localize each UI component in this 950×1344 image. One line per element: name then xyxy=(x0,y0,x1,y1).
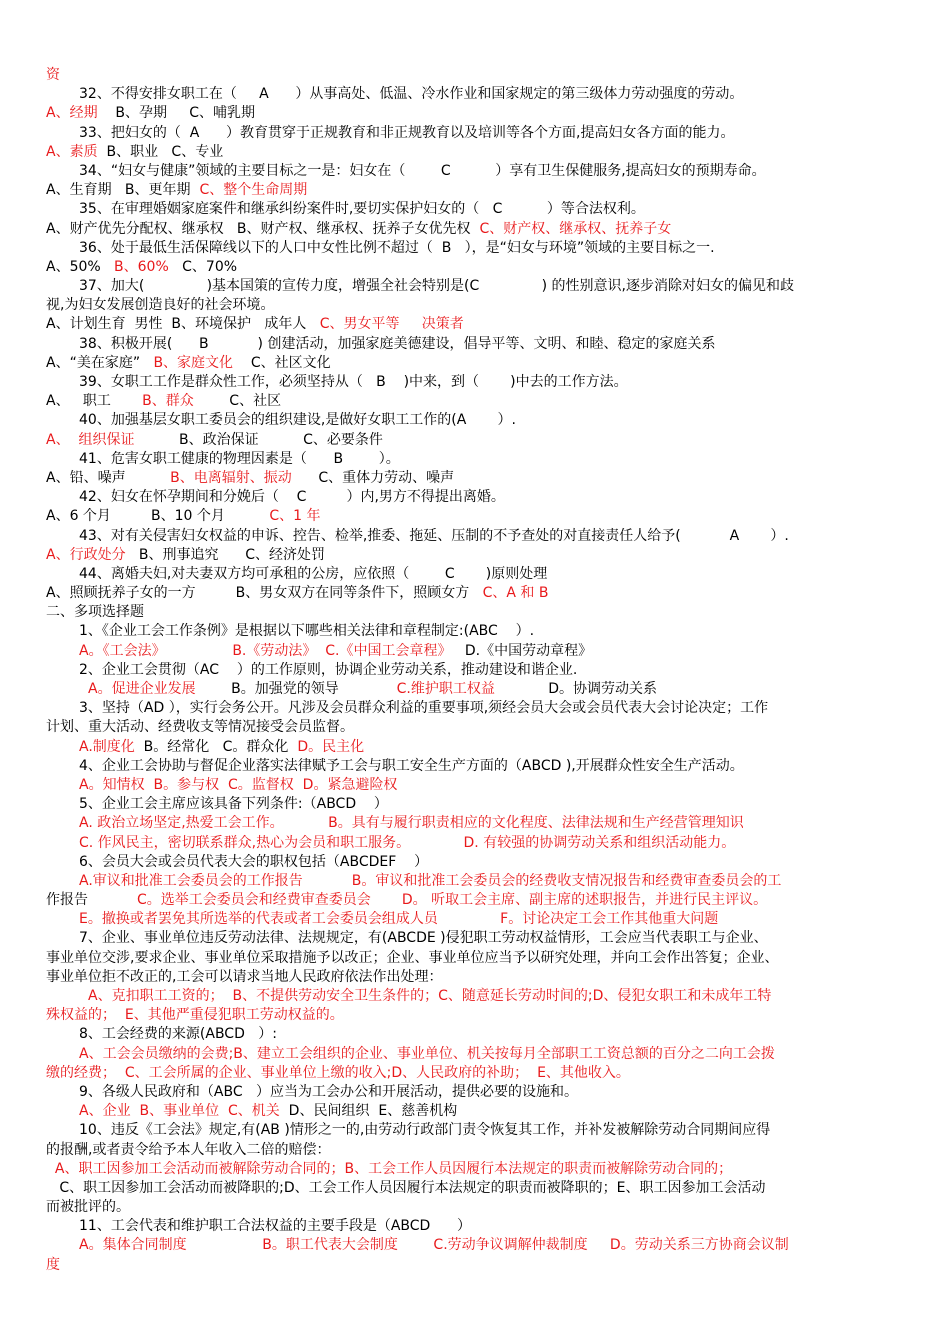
question-text: 视,为妇女发展创造良好的社会环境。 xyxy=(46,297,275,314)
question-text: 41、危害女职工健康的物理因素是（ B ）。 xyxy=(79,450,400,467)
text-line xyxy=(46,469,912,488)
text-line xyxy=(46,488,912,507)
text-line xyxy=(46,661,912,680)
text-line xyxy=(46,565,912,584)
answer-text: A、克扣职工工资的； B、不提供劳动安全卫生条件的；C、随意延长劳动时间的;D、侵犯女职工和未成年工特 xyxy=(88,988,772,1004)
text-line xyxy=(46,258,912,277)
text-line xyxy=(46,546,912,565)
question-text: 40、加强基层女职工委员会的组织建设,是做好女职工工作的(A ）. xyxy=(79,412,516,429)
text-line xyxy=(46,699,912,718)
text-line xyxy=(46,584,912,603)
question-text: B、职业 C、专业 xyxy=(97,143,224,160)
question-text: D、民间组织 E、慈善机构 xyxy=(279,1103,458,1120)
question-text: A、照顾抚养子女的一方 B、男女双方在同等条件下，照顾女方 xyxy=(46,585,483,602)
answer-text: 度 xyxy=(46,1256,60,1273)
answer-text: D。 听取工会主席、副主席的述职报告，并进行民主评议。 xyxy=(401,892,768,909)
question-text: C、社区文化 xyxy=(233,354,331,371)
question-text: 44、离婚夫妇,对夫妻双方均可承租的公房，应依照（ C )原则处理 xyxy=(79,565,548,582)
answer-text: A.审议和批准工会委员会的工作报告 B。审议和批准工会委员会的经费收支情况报告和经费审查委员会的工 xyxy=(79,872,782,889)
answer-text: C、1 年 xyxy=(269,508,321,525)
answer-text: A.制度化 xyxy=(79,738,135,755)
question-text: A、50% xyxy=(46,258,115,275)
answer-text: C。选举工会委员会和经费审查委员会 xyxy=(136,892,371,909)
question-text: C、职工因参加工会活动而被降职的;D、工会工作人员因履行本法规定的职责而被降职的；E、职工因参加工会活动 xyxy=(46,1179,766,1196)
text-line xyxy=(46,143,912,162)
answer-text: E。撤换或者罢免其所选举的代表或者工会委员会组成人员 F。讨论决定工会工作其他重大问题 xyxy=(79,911,719,928)
question-text: 1、《企业工会工作条例》是根据以下哪些相关法律和章程制定:(ABC ）. xyxy=(79,623,535,640)
answer-text: B、60% xyxy=(114,258,169,275)
answer-text: A、工会会员缴纳的会费;B、建立工会组织的企业、事业单位、机关按每月全部职工工资总额的百分之二向工会拨 xyxy=(79,1045,775,1062)
text-line xyxy=(46,277,912,296)
question-text: 38、积极开展( B ) 创建活动，加强家庭美德建设，倡导平等、文明、和睦、稳定的家庭关系 xyxy=(79,335,716,352)
question-text: 二、多项选择题 xyxy=(46,604,144,621)
question-text: 42、妇女在怀孕期间和分娩后（ C ）内,男方不得提出离婚。 xyxy=(79,489,505,506)
question-text: 9、各级人民政府和（ABC ）应当为工会办公和开展活动，提供必要的设施和。 xyxy=(79,1083,578,1100)
text-line xyxy=(46,757,912,776)
answer-text: C. 作风民主，密切联系群众,热心为会员和职工服务。 D. 有较强的协调劳动关系和组织活动能力。 xyxy=(79,834,736,851)
question-text: 8、工会经费的来源(ABCD ）: xyxy=(79,1026,277,1043)
text-line xyxy=(46,1160,912,1179)
question-text: 7、企业、事业单位违反劳动法律、法规规定，有(ABCDE )侵犯职工劳动权益情形，工会应当代表职工与企业、 xyxy=(79,930,768,947)
question-text: B、刑事追究 C、经济处罚 xyxy=(125,546,326,563)
answer-text: A、职工因参加工会活动而被解除劳动合同的；B、工会工作人员因履行本法规定的职责而被解除劳动合同的； xyxy=(46,1160,733,1177)
answer-text: A. 政治立场坚定,热爱工会工作。 B。具有与履行职责相应的文化程度、法律法规和生产经营管理知识 xyxy=(79,815,744,832)
text-line xyxy=(46,315,912,334)
answer-text: A、企业 B、事业单位 C、机关 xyxy=(79,1103,280,1120)
text-line xyxy=(46,392,912,411)
text-line xyxy=(46,929,912,948)
question-text: 而被批评的。 xyxy=(46,1199,130,1216)
text-line xyxy=(46,968,912,987)
question-text: C、重体力劳动、噪声 xyxy=(291,469,455,486)
question-text: 39、女职工工作是群众性工作，必须坚持从（ B )中来，到（ )中去的工作方法。 xyxy=(79,374,628,390)
text-line xyxy=(46,431,912,450)
question-text: 34、“妇女与健康”领域的主要目标之一是：妇女在（ C ）享有卫生保健服务,提高妇女的预期寿命。 xyxy=(79,162,766,179)
question-text: A、计划生育 男性 B、环境保护 成年人 xyxy=(46,316,320,333)
question-text: 事业单位拒不改正的,工会可以请求当地人民政府依法作出处理： xyxy=(46,968,443,985)
question-text: 事业单位交涉,要求企业、事业单位采取措施予以改正；企业、事业单位应当予以研究处理，并向工会作出答复；企业、 xyxy=(46,949,779,966)
answer-text: D。民主化 xyxy=(297,738,365,755)
text-line xyxy=(46,220,912,239)
question-text: B。加强党的领导 xyxy=(195,681,397,697)
question-text: 10、违反《工会法》规定,有(AB )情形之一的,由劳动行政部门责令恢复其工作，并补发被解除劳动合同期间应得 xyxy=(79,1122,771,1139)
text-line xyxy=(46,373,912,392)
text-line xyxy=(46,239,912,258)
question-text: 4、企业工会协助与督促企业落实法律赋予工会与职工安全生产方面的（ABCD ),开展群众性安全生产活动。 xyxy=(79,757,744,774)
answer-text: A。集体合同制度 B。职工代表大会制度 C.劳动争议调解仲裁制度 D。劳动关系三方协商会议制 xyxy=(79,1237,789,1254)
question-text: 35、在审理婚姻家庭案件和继承纠纷案件时,要切实保护妇女的（ C ）等合法权利。 xyxy=(79,201,645,218)
answer-text: A。促进企业发展 xyxy=(88,681,196,697)
text-line xyxy=(46,738,912,757)
question-text: 36、处于最低生活保障线以下的人口中女性比例不超过（ B ），是“妇女与环境”领域的主要目标之一. xyxy=(79,239,715,256)
text-line xyxy=(46,124,912,143)
text-line xyxy=(46,162,912,181)
text-line xyxy=(46,1083,912,1102)
answer-text: A、素质 xyxy=(46,143,98,160)
text-line xyxy=(46,1045,912,1064)
answer-text: C、A 和 B xyxy=(482,585,549,602)
question-text: 3、坚持（AD ），实行会务公开。凡涉及会员群众利益的重要事项,须经会员大会或会员代表大会讨论决定；工作 xyxy=(79,700,769,717)
text-line xyxy=(46,104,912,123)
text-line xyxy=(46,181,912,200)
question-text: D。协调劳动关系 xyxy=(494,681,658,697)
text-line xyxy=(46,872,912,891)
answer-text: C、男女平等 决策者 xyxy=(319,316,464,333)
text-line xyxy=(46,1179,912,1198)
question-text: 33、把妇女的（ A ）教育贯穿于正规教育和非正规教育以及培训等各个方面,提高妇女各方面的能力。 xyxy=(79,124,735,141)
question-text: A、“美在家庭” xyxy=(46,354,154,371)
text-line xyxy=(46,642,912,661)
question-text: 的报酬,或者责令给予本人年收入二倍的赔偿： xyxy=(46,1141,331,1158)
text-line xyxy=(46,1121,912,1140)
text-line xyxy=(46,891,912,910)
answer-text: A。知情权 B。参与权 C。监督权 D。紧急避险权 xyxy=(79,776,398,793)
text-line xyxy=(46,776,912,795)
answer-text: C.维护职工权益 xyxy=(396,681,495,697)
text-line xyxy=(46,507,912,526)
text-line xyxy=(46,1141,912,1160)
question-text: A、6 个月 B、10 个月 xyxy=(46,508,270,525)
text-line xyxy=(46,85,912,104)
text-line xyxy=(46,1064,912,1083)
text-line xyxy=(46,1217,912,1236)
text-line xyxy=(46,1198,912,1217)
text-line xyxy=(46,450,912,469)
question-text: B、孕期 C、哺乳期 xyxy=(97,105,256,122)
answer-text: C、财产权、继承权、抚养子女 xyxy=(479,220,672,237)
question-text: 5、企业工会主席应该具备下列条件:（ABCD ） xyxy=(79,796,388,813)
document-page xyxy=(46,66,912,1275)
text-line xyxy=(46,949,912,968)
text-line xyxy=(46,622,912,641)
question-text: 37、加大( )基本国策的宣传力度，增强全社会特别是(C ) 的性别意识,逐步消除对妇女的偏见和歧 xyxy=(79,278,794,295)
question-text: A、铅、噪声 xyxy=(46,469,171,486)
answer-text: A、行政处分 xyxy=(46,546,126,563)
text-line xyxy=(46,527,912,546)
text-line xyxy=(46,718,912,737)
text-line xyxy=(46,795,912,814)
question-text: 6、会员大会或会员代表大会的职权包括（ABCDEF ） xyxy=(79,853,429,870)
question-text: B。经常化 C。群众化 xyxy=(134,738,298,755)
question-text: A、财产优先分配权、继承权 B、财产权、继承权、抚养子女优先权 xyxy=(46,220,480,237)
text-line xyxy=(46,814,912,833)
question-text: D.《中国劳动章程》 xyxy=(451,642,593,659)
answer-text: A、 组织保证 xyxy=(46,431,135,448)
question-text: A、 职工 xyxy=(46,393,143,410)
question-text: 43、对有关侵害妇女权益的申诉、控告、检举,推委、拖延、压制的不予查处的对直接责任人给予( A ）. xyxy=(79,527,789,544)
answer-text: C、整个生命周期 xyxy=(199,182,308,199)
answer-text: 资 xyxy=(46,67,60,83)
text-line xyxy=(46,910,912,929)
text-line xyxy=(46,853,912,872)
question-text: 11、工会代表和维护职工合法权益的主要手段是（ABCD ） xyxy=(79,1218,472,1235)
text-line xyxy=(46,200,912,219)
question-text: 2、企业工会贯彻（AC ）的工作原则，协调企业劳动关系，推动建设和谐企业. xyxy=(79,661,578,678)
text-line xyxy=(46,1025,912,1044)
text-line xyxy=(46,354,912,373)
question-text: 作报告 xyxy=(46,892,137,909)
text-line xyxy=(46,335,912,354)
question-text: C、70% xyxy=(168,258,238,275)
text-line xyxy=(46,296,912,315)
text-line xyxy=(46,834,912,853)
text-line xyxy=(46,987,912,1006)
answer-text: 殊权益的； E、其他严重侵犯职工劳动权益的。 xyxy=(46,1007,344,1024)
answer-text: B、群众 xyxy=(142,393,194,410)
text-line xyxy=(46,1006,912,1025)
text-line xyxy=(46,66,912,85)
text-line xyxy=(46,680,912,699)
answer-text: A。《工会法》 B.《劳动法》 C.《中国工会章程》 xyxy=(79,642,452,659)
text-line xyxy=(46,1256,912,1275)
question-text: 计划、重大活动、经费收支等情况接受会员监督。 xyxy=(46,719,354,736)
question-text xyxy=(371,892,402,908)
question-text: 32、不得安排女职工在（ A ）从事高处、低温、冷水作业和国家规定的第三级体力劳动强度的劳动。 xyxy=(79,86,744,103)
text-line xyxy=(46,411,912,430)
text-line xyxy=(46,603,912,622)
answer-text: 缴的经费； C、工会所属的企业、事业单位上缴的收入;D、人民政府的补助； E、其他收入。 xyxy=(46,1064,630,1081)
question-text: C、社区 xyxy=(193,393,282,410)
answer-text: A、经期 xyxy=(46,105,98,122)
answer-text: B、家庭文化 xyxy=(153,354,234,371)
question-text: A、生育期 B、更年期 xyxy=(46,182,200,199)
answer-text: B、电离辐射、振动 xyxy=(170,469,292,486)
text-line xyxy=(46,1102,912,1121)
question-text: B、政治保证 C、必要条件 xyxy=(134,431,383,448)
text-line xyxy=(46,1236,912,1255)
